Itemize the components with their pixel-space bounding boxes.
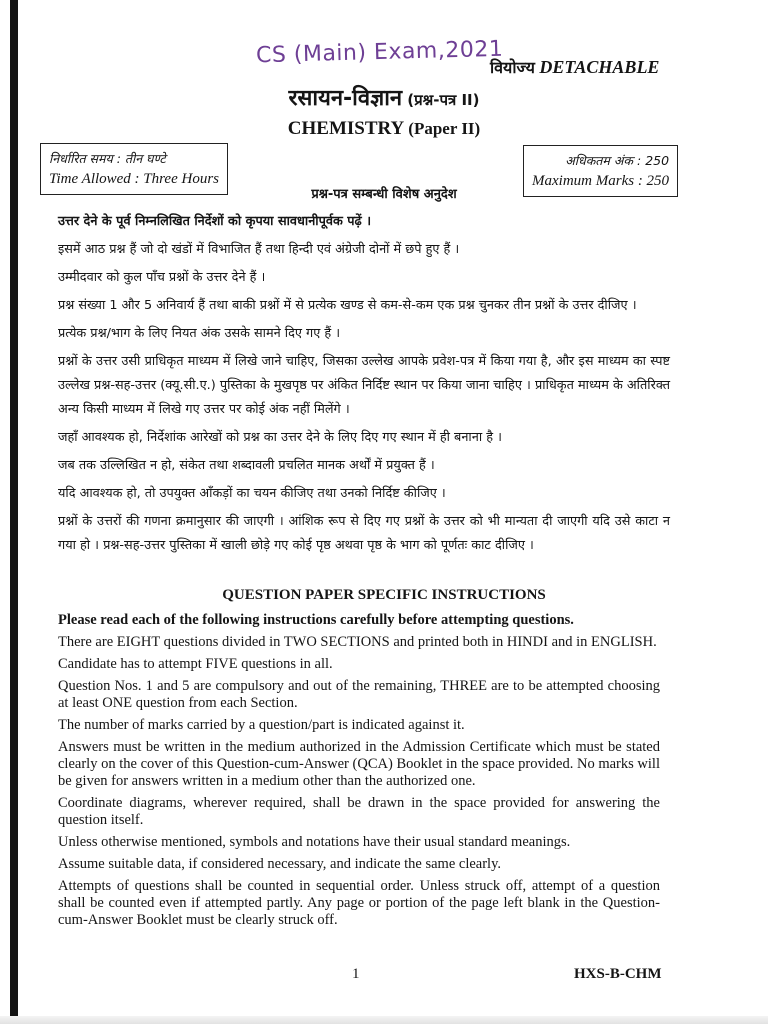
detachable-label bbox=[490, 56, 659, 78]
title-english bbox=[0, 118, 768, 140]
detachable-label-english: DETACHABLE bbox=[539, 57, 660, 77]
hindi-instructions-list bbox=[58, 210, 670, 562]
detachable-label-hindi: वियोज्य bbox=[490, 58, 535, 77]
paper-number-hindi: (प्रश्न-पत्र II) bbox=[407, 91, 480, 109]
page-number: 1 bbox=[352, 966, 360, 982]
hindi-instruction: जब तक उल्लिखित न हो, संकेत तथा शब्दावली प्रचलित मानक अर्थों में प्रयुक्त हैं । bbox=[58, 458, 435, 473]
hindi-instruction: प्रत्येक प्रश्न/भाग के लिए नियत अंक उसके सामने दिए गए हैं । bbox=[58, 326, 341, 341]
hindi-instruction: यदि आवश्यक हो, तो उपयुक्त आँकड़ों का चयन कीजिए तथा उनको निर्दिष्ट कीजिए । bbox=[58, 486, 446, 501]
time-allowed-english: Time Allowed : Three Hours bbox=[49, 171, 220, 187]
english-instruction: Answers must be written in the medium authorized in the Admission Certificate which must be stated clearly on the cover of this Question-cum-Answer (QCA) Booklet in the space provided. No marks will be given for answers written in a medium other than the authorized one. bbox=[58, 739, 660, 789]
english-instruction: There are EIGHT questions divided in TWO SECTIONS and printed both in HINDI and in ENGLISH. bbox=[58, 634, 657, 650]
scan-edge bbox=[10, 0, 18, 1024]
scan-edge-bottom bbox=[0, 1016, 768, 1024]
hindi-instruction: जहाँ आवश्यक हो, निर्देशांक आरेखों को प्रश्न का उत्तर देने के लिए दिए गए स्थान में ही बनाना है । bbox=[58, 430, 502, 445]
hindi-instruction: प्रश्नों के उत्तरों की गणना क्रमानुसार की जाएगी । आंशिक रूप से दिए गए प्रश्नों के उत्तर को भी मान्यता दी जाएगी यदि उसे काटा न गया हो । प्रश्न-सह-उत्तर पुस्तिका में खाली छोड़े गए कोई पृष्ठ अथवा पृष्ठ के भाग को पूर्णतः काट दीजिए । bbox=[58, 514, 670, 553]
english-instructions-lead: Please read each of the following instructions carefully before attempting questions. bbox=[58, 612, 574, 628]
hindi-instructions-heading: प्रश्न-पत्र सम्बन्धी विशेष अनुदेश bbox=[311, 187, 457, 202]
hindi-instruction: उम्मीदवार को कुल पाँच प्रश्नों के उत्तर देने हैं । bbox=[58, 270, 266, 285]
subject-title-english: CHEMISTRY bbox=[287, 118, 405, 139]
hindi-instruction: प्रश्न संख्या 1 और 5 अनिवार्य हैं तथा बाकी प्रश्नों में से प्रत्येक खण्ड से कम-से-कम एक प्रश्न चुनकर तीन प्रश्नों के उत्तर दीजिए । bbox=[58, 298, 637, 313]
maximum-marks-hindi: अधिकतम अंक : 250 bbox=[565, 153, 670, 168]
english-instruction: The number of marks carried by a question/part is indicated against it. bbox=[58, 717, 465, 733]
english-instruction: Candidate has to attempt FIVE questions in all. bbox=[58, 656, 333, 672]
english-instruction: Assume suitable data, if considered necessary, and indicate the same clearly. bbox=[58, 856, 502, 872]
paper-number-english: (Paper II) bbox=[408, 119, 481, 138]
english-instruction: Unless otherwise mentioned, symbols and notations have their usual standard meanings. bbox=[58, 834, 571, 850]
hindi-instruction: इसमें आठ प्रश्न हैं जो दो खंडों में विभाजित हैं तथा हिन्दी एवं अंग्रेजी दोनों में छपे हुए हैं । bbox=[58, 242, 460, 257]
time-allowed-hindi: निर्धारित समय : तीन घण्टे bbox=[49, 151, 166, 166]
subject-title-hindi: रसायन-विज्ञान bbox=[288, 86, 403, 111]
english-instruction: Question Nos. 1 and 5 are compulsory and out of the remaining, THREE are to be attempted choosing at least ONE question from each Section. bbox=[58, 678, 660, 711]
english-instructions-list bbox=[58, 612, 660, 934]
handwritten-exam-note: CS (Main) Exam,2021 bbox=[255, 36, 504, 69]
maximum-marks-english: Maximum Marks : 250 bbox=[532, 173, 670, 189]
english-instruction: Coordinate diagrams, wherever required, shall be drawn in the space provided for answering the question itself. bbox=[58, 795, 660, 828]
english-instructions-heading: QUESTION PAPER SPECIFIC INSTRUCTIONS bbox=[222, 587, 546, 603]
hindi-instruction: प्रश्नों के उत्तर उसी प्राधिकृत माध्यम में लिखे जाने चाहिए, जिसका उल्लेख आपके प्रवेश-पत्र में किया गया है, और इस माध्यम का स्पष्ट उल्लेख प्रश्न-सह-उत्तर (क्यू.सी.ए.) पुस्तिका के मुखपृष्ठ पर अंकित निर्दिष्ट स्थान पर किया जाना चाहिए । प्राधिकृत माध्यम के अतिरिक्त अन्य किसी माध्यम में लिखे गए उत्तर पर कोई अंक नहीं मिलेंगे । bbox=[58, 354, 670, 417]
paper-code: HXS-B-CHM bbox=[574, 966, 662, 982]
english-instruction: Attempts of questions shall be counted in sequential order. Unless struck off, attempt of a question shall be counted even if attempted partly. Any page or portion of the page left blank in the Question-cum-Answer Booklet must be clearly struck off. bbox=[58, 878, 660, 928]
title-hindi bbox=[0, 82, 768, 112]
hindi-instructions-lead: उत्तर देने के पूर्व निम्नलिखित निर्देशों को कृपया सावधानीपूर्वक पढ़ें । bbox=[58, 214, 372, 229]
